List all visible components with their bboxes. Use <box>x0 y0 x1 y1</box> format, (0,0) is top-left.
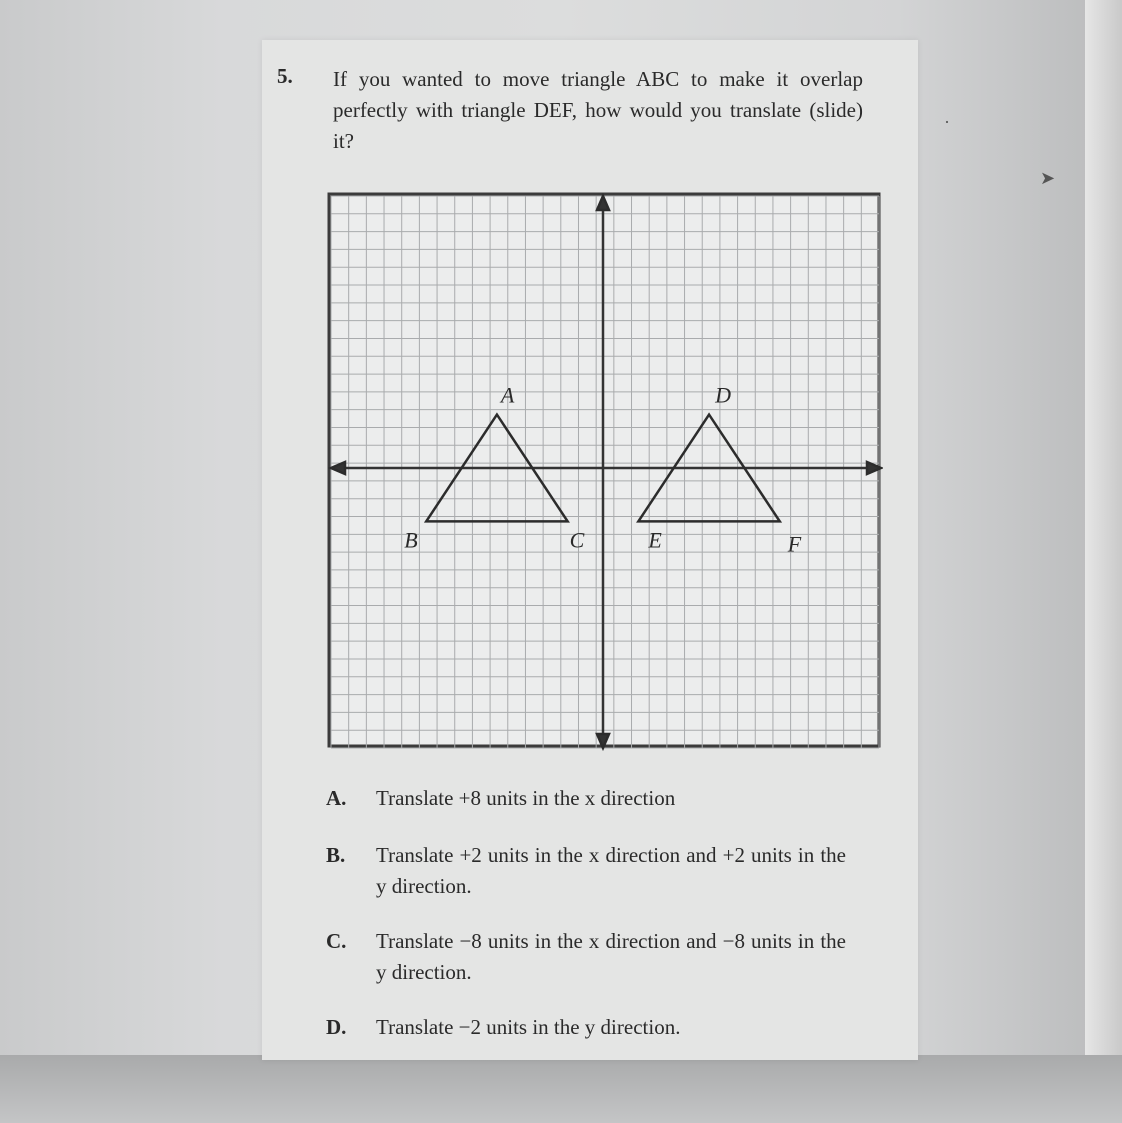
option-a[interactable] <box>326 783 846 814</box>
option-text: Translate +8 units in the x direction <box>376 786 676 810</box>
option-letter: B. <box>326 843 346 867</box>
option-text: Translate +2 units in the x direction and +2 units in the y direction. <box>376 843 846 898</box>
coordinate-grid <box>327 192 883 752</box>
cursor-icon: ➤ <box>1040 168 1056 188</box>
point-label-a: A <box>500 382 515 408</box>
screen-edge <box>1085 0 1122 1123</box>
option-letter: D. <box>326 1015 347 1039</box>
question-number: 5. <box>277 64 293 88</box>
point-label-b: B <box>404 527 418 553</box>
question-text: If you wanted to move triangle ABC to make it overlap perfectly with triangle DEF, how would you translate (slide) it? <box>333 67 863 153</box>
point-label-f: F <box>787 531 802 557</box>
option-d[interactable] <box>326 1012 846 1043</box>
option-letter: A. <box>326 786 347 810</box>
monitor-bezel <box>0 1055 1122 1123</box>
point-label-d: D <box>715 382 731 408</box>
point-label-e: E <box>648 527 662 553</box>
screen-speck: · <box>944 112 950 132</box>
option-text: Translate −8 units in the x direction and −8 units in the y direction. <box>376 929 846 984</box>
coordinate-plane <box>327 192 883 752</box>
option-c[interactable] <box>326 926 846 988</box>
option-text: Translate −2 units in the y direction. <box>376 1015 681 1039</box>
option-letter: C. <box>326 929 347 953</box>
option-b[interactable] <box>326 840 846 902</box>
point-label-c: C <box>569 527 585 553</box>
